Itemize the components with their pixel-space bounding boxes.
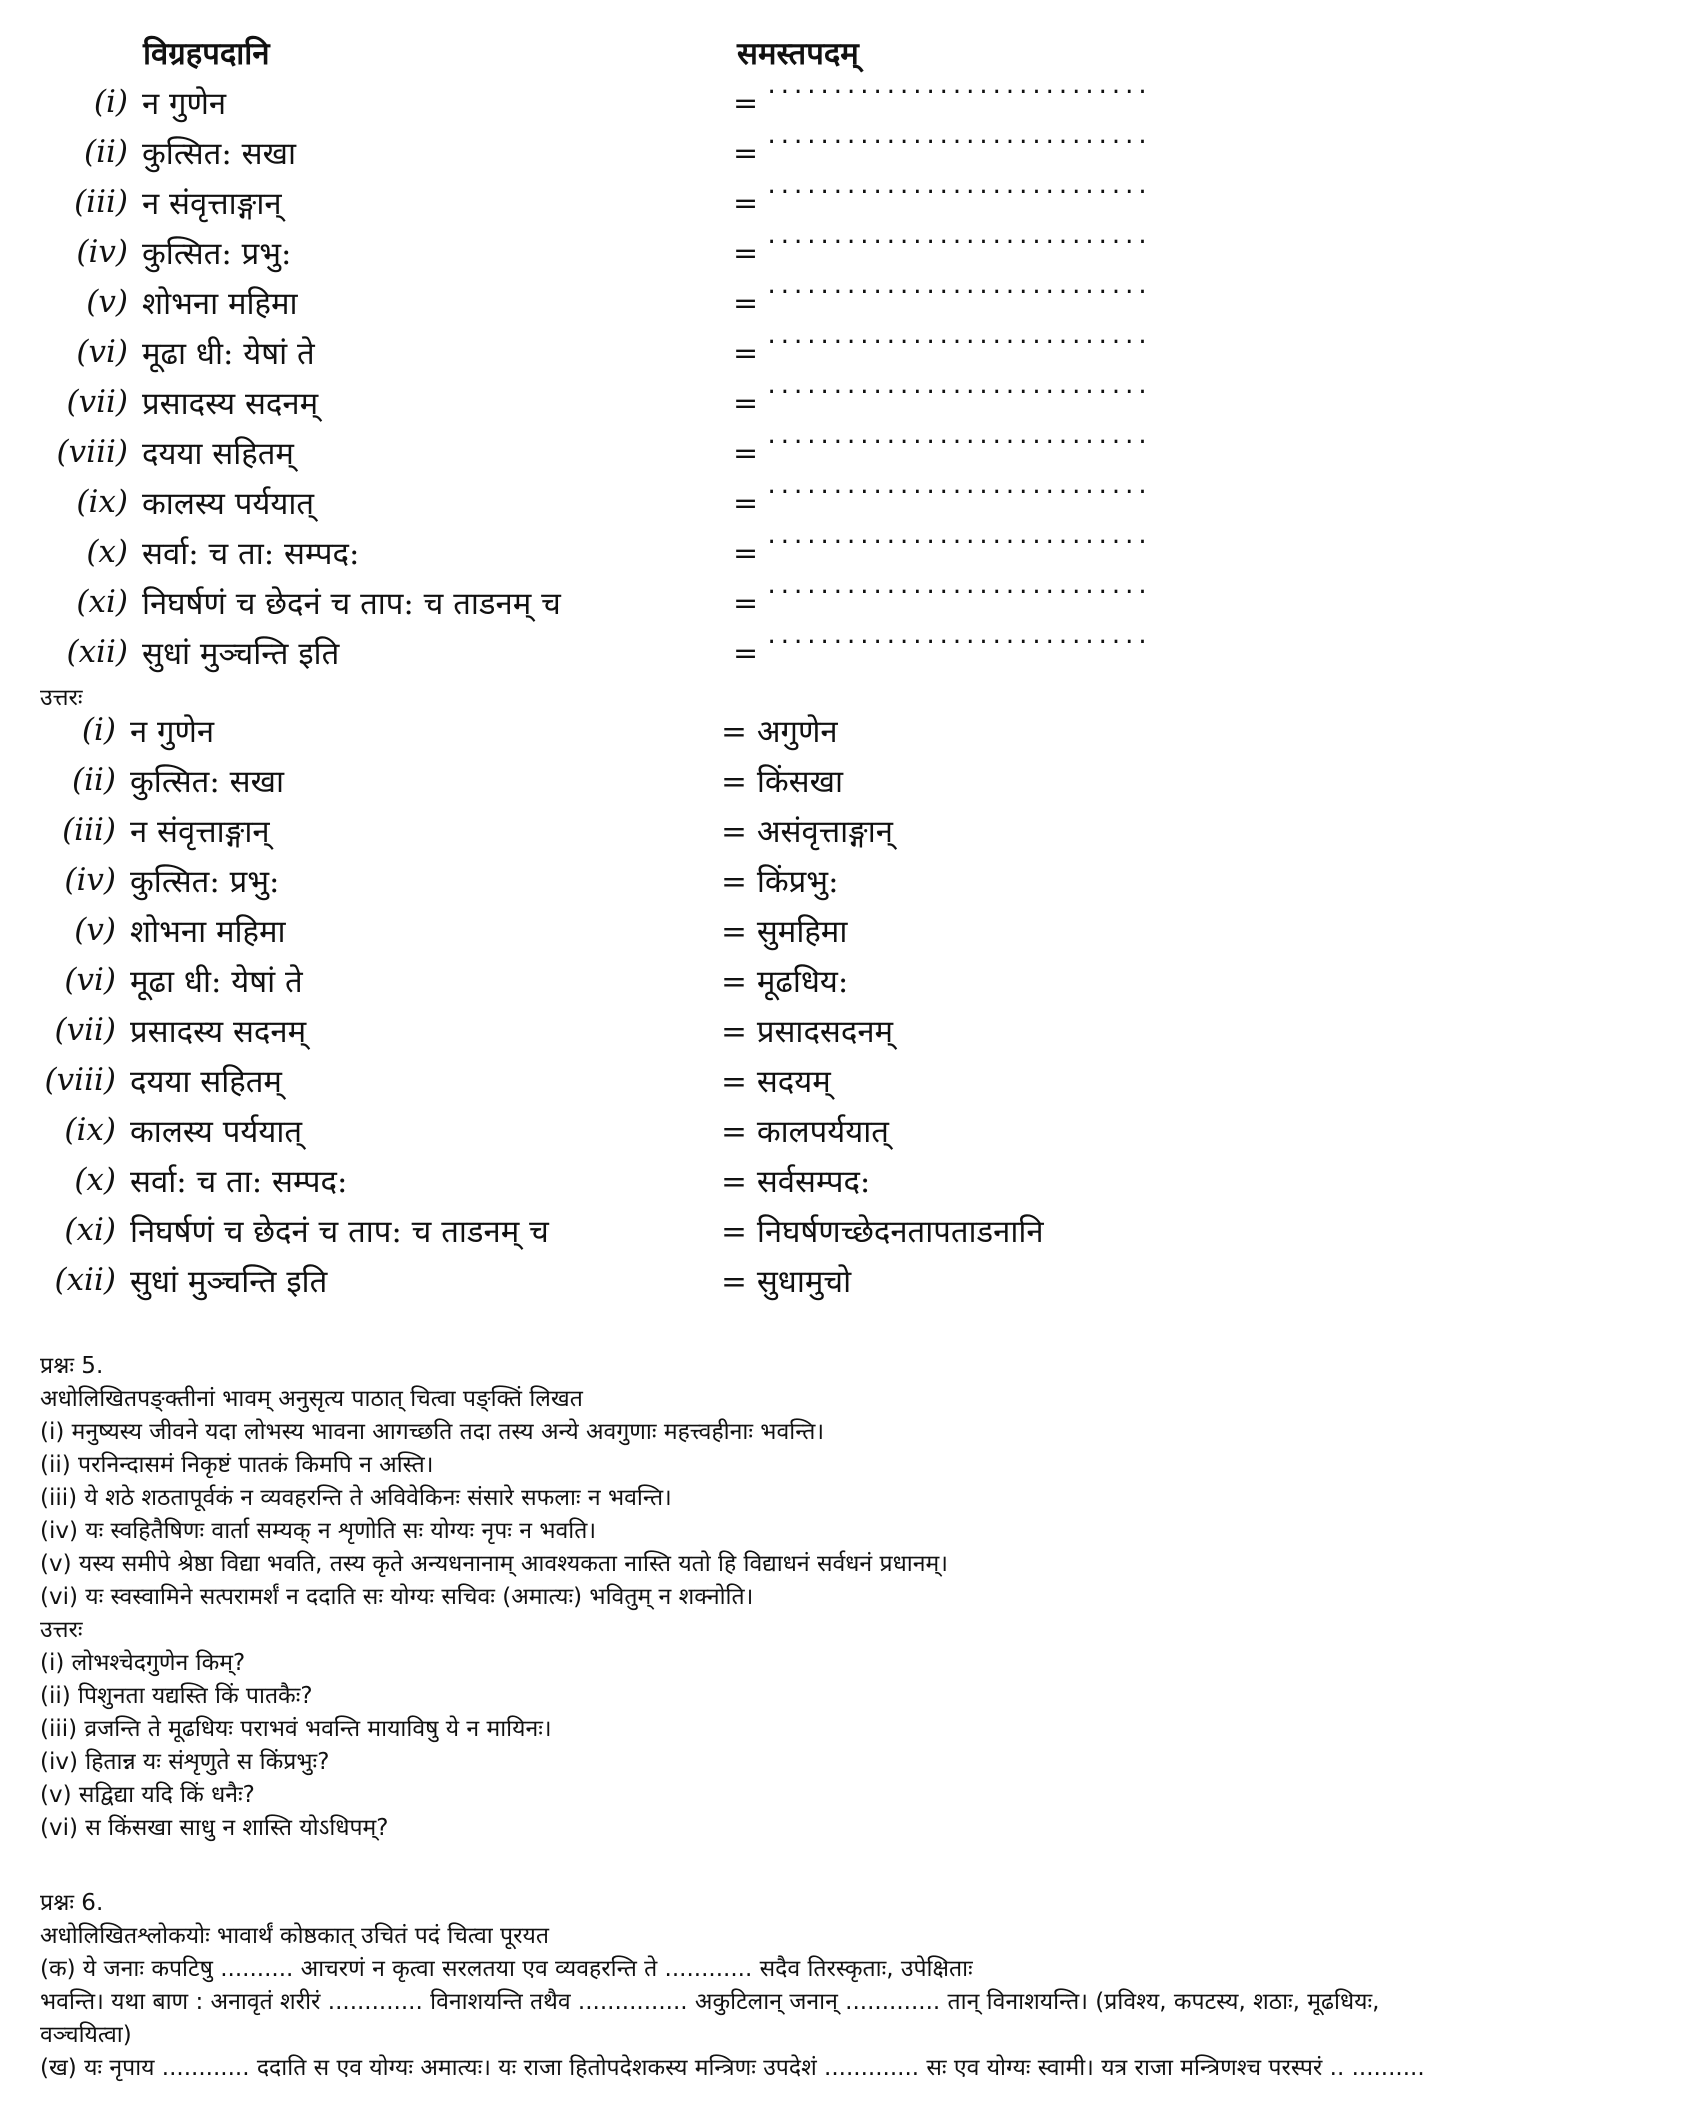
row-answer: = मूढधिय:: [721, 964, 849, 1000]
row-answer: = असंवृत्ताङ्गान्: [721, 814, 894, 850]
equals-sign: =: [733, 636, 759, 671]
row-number: (xii): [66, 634, 128, 670]
row-number: (ix): [64, 1112, 116, 1148]
question-line: (i) मनुष्यस्य जीवने यदा लोभस्य भावना आगच्छति तदा तस्य अन्ये अवगुणाः महत्त्वहीनाः भवन्ति।: [40, 1419, 825, 1445]
row-text: कालस्य पर्ययात्: [142, 486, 315, 522]
row-text: सर्वा: च ता: सम्पद:: [142, 536, 360, 572]
row-answer: = किंसखा: [721, 764, 844, 800]
question-instruction: अधोलिखितपङ्क्तीनां भावम् अनुसृत्य पाठात् चित्वा पङ्क्तिं लिखत: [40, 1386, 583, 1412]
answer-label: उत्तरः: [40, 685, 83, 711]
equals-sign: =: [733, 286, 759, 321]
answer-blank: ·····························: [765, 330, 1150, 355]
answer-blank: ·····························: [765, 230, 1150, 255]
row-answer: = सुमहिमा: [721, 914, 848, 950]
row-answer: = अगुणेन: [721, 714, 838, 750]
row-number: (x): [74, 1162, 116, 1198]
row-text: निघर्षणं च छेदनं च ताप: च ताडनम् च: [130, 1214, 549, 1250]
row-number: (iv): [76, 234, 128, 270]
answer-label: उत्तरः: [40, 1617, 83, 1643]
equals-sign: =: [733, 336, 759, 371]
question-line: (v) यस्य समीपे श्रेष्ठा विद्या भवति, तस्य कृते अन्यधनानाम् आवश्यकता नास्ति यतो हि विद्याधनं सर्वधनं प्रधानम्।: [40, 1551, 948, 1577]
row-text: निघर्षणं च छेदनं च ताप: च ताडनम् च: [142, 586, 561, 622]
answer-line: (vi) स किंसखा साधु न शास्ति योऽधिपम्?: [40, 1815, 389, 1841]
answer-blank: ·····························: [765, 380, 1150, 405]
row-number: (iii): [62, 812, 116, 848]
row-text: सर्वा: च ता: सम्पद:: [130, 1164, 348, 1200]
row-number: (vi): [64, 962, 116, 998]
row-number: (iv): [64, 862, 116, 898]
row-answer: = निघर्षणच्छेदनतापताडनानि: [721, 1214, 1044, 1250]
equals-sign: =: [733, 586, 759, 621]
equals-sign: =: [733, 536, 759, 571]
row-number: (vii): [54, 1012, 116, 1048]
answer-line: (ii) पिशुनता यद्यस्ति किं पातकैः?: [40, 1683, 313, 1709]
row-number: (viii): [56, 434, 128, 470]
row-answer: = सुधामुचो: [721, 1264, 852, 1300]
row-text: न गुणेन: [130, 714, 215, 750]
row-number: (viii): [44, 1062, 116, 1098]
row-number: (vii): [66, 384, 128, 420]
row-text: सुधां मुञ्चन्ति इति: [142, 636, 340, 672]
equals-sign: =: [733, 186, 759, 221]
row-answer: = प्रसादसदनम्: [721, 1014, 894, 1050]
row-text: कुत्सित: सखा: [142, 136, 296, 172]
answer-line: (iii) व्रजन्ति ते मूढधियः पराभवं भवन्ति मायाविषु ये न मायिनः।: [40, 1716, 552, 1742]
equals-sign: =: [733, 436, 759, 471]
row-number: (v): [86, 284, 128, 320]
equals-sign: =: [733, 136, 759, 171]
row-number: (i): [81, 712, 116, 748]
row-answer: = सदयम्: [721, 1064, 831, 1100]
answer-blank: ·····························: [765, 530, 1150, 555]
answer-blank: ·····························: [765, 180, 1150, 205]
answer-line: (iv) हितान्न यः संशृणुते स किंप्रभुः?: [40, 1749, 330, 1775]
header-samasta: समस्तपदम्: [737, 36, 859, 72]
question-line: (ii) परनिन्दासमं निकृष्टं पातकं किमपि न अस्ति।: [40, 1452, 434, 1478]
row-answer: = सर्वसम्पद:: [721, 1164, 871, 1200]
row-text: प्रसादस्य सदनम्: [142, 386, 319, 422]
answer-blank: ·····························: [765, 630, 1150, 655]
row-text: मूढा धी: येषां ते: [142, 336, 315, 372]
answer-blank: ·····························: [765, 480, 1150, 505]
row-text: दयया सहितम्: [142, 436, 294, 472]
row-text: दयया सहितम्: [130, 1064, 282, 1100]
row-answer: = कालपर्ययात्: [721, 1114, 889, 1150]
question-line: भवन्ति। यथा बाण : अनावृतं शरीरं ............. विनाशयन्ति तथैव ............... अकुटिलान् जनान् ............. तान् विनाशयन्ति। (प्रविश्य, कपटस्य, शठाः, मूढधियः,: [40, 1989, 1380, 2015]
question-line: (iii) ये शठे शठतापूर्वकं न व्यवहरन्ति ते अविवेकिनः संसारे सफलाः न भवन्ति।: [40, 1485, 672, 1511]
equals-sign: =: [733, 486, 759, 521]
row-number: (v): [74, 912, 116, 948]
row-answer: = किंप्रभु:: [721, 864, 839, 900]
row-number: (i): [93, 84, 128, 120]
question-title: प्रश्नः 6.: [40, 1890, 104, 1916]
row-text: कालस्य पर्ययात्: [130, 1114, 303, 1150]
header-vigraha: विग्रहपदानि: [143, 36, 270, 72]
question-line: वञ्चयित्वा): [40, 2022, 132, 2048]
answer-line: (i) लोभश्चेदगुणेन किम्?: [40, 1650, 246, 1676]
row-number: (ix): [76, 484, 128, 520]
answer-blank: ·····························: [765, 430, 1150, 455]
answer-line: (v) सद्विद्या यदि किं धनैः?: [40, 1782, 255, 1808]
row-number: (x): [86, 534, 128, 570]
answer-blank: ·····························: [765, 580, 1150, 605]
row-number: (ii): [71, 762, 116, 798]
question-line: (vi) यः स्वस्वामिने सत्परामर्शं न ददाति सः योग्यः सचिवः (अमात्यः) भवितुम् न शक्नोति।: [40, 1584, 754, 1610]
row-text: मूढा धी: येषां ते: [130, 964, 303, 1000]
row-number: (xi): [64, 1212, 116, 1248]
row-number: (xii): [54, 1262, 116, 1298]
row-text: शोभना महिमा: [142, 286, 298, 322]
row-number: (ii): [83, 134, 128, 170]
row-number: (iii): [74, 184, 128, 220]
row-text: शोभना महिमा: [130, 914, 286, 950]
answer-blank: ·····························: [765, 280, 1150, 305]
row-text: सुधां मुञ्चन्ति इति: [130, 1264, 328, 1300]
row-text: न गुणेन: [142, 86, 227, 122]
question-instruction: अधोलिखितश्लोकयोः भावार्थं कोष्ठकात् उचितं पदं चित्वा पूरयत: [40, 1923, 549, 1949]
question-line: (iv) यः स्वहितैषिणः वार्ता सम्यक् न शृणोति सः योग्यः नृपः न भवति।: [40, 1518, 597, 1544]
question-line: (ख) यः नृपाय ............ ददाति स एव योग्यः अमात्यः। यः राजा हितोपदेशकस्य मन्त्रिणः उपदेशं ............. सः एव योग्यः स्वामी। यत्र राजा मन्त्रिणश्च परस्परं .. ..........: [40, 2055, 1425, 2081]
row-text: कुत्सित: प्रभु:: [130, 864, 280, 900]
equals-sign: =: [733, 86, 759, 121]
equals-sign: =: [733, 236, 759, 271]
row-text: कुत्सित: प्रभु:: [142, 236, 292, 272]
row-number: (vi): [76, 334, 128, 370]
question-line: (क) ये जनाः कपटिषु .......... आचरणं न कृत्वा सरलतया एव व्यवहरन्ति ते ............ सदैव तिरस्कृताः, उपेक्षिताः: [40, 1956, 973, 1982]
equals-sign: =: [733, 386, 759, 421]
row-text: कुत्सित: सखा: [130, 764, 284, 800]
question-title: प्रश्नः 5.: [40, 1353, 104, 1379]
row-number: (xi): [76, 584, 128, 620]
answer-blank: ·····························: [765, 80, 1150, 105]
row-text: न संवृत्ताङ्गान्: [130, 814, 270, 850]
answer-blank: ·····························: [765, 130, 1150, 155]
row-text: न संवृत्ताङ्गान्: [142, 186, 282, 222]
row-text: प्रसादस्य सदनम्: [130, 1014, 307, 1050]
